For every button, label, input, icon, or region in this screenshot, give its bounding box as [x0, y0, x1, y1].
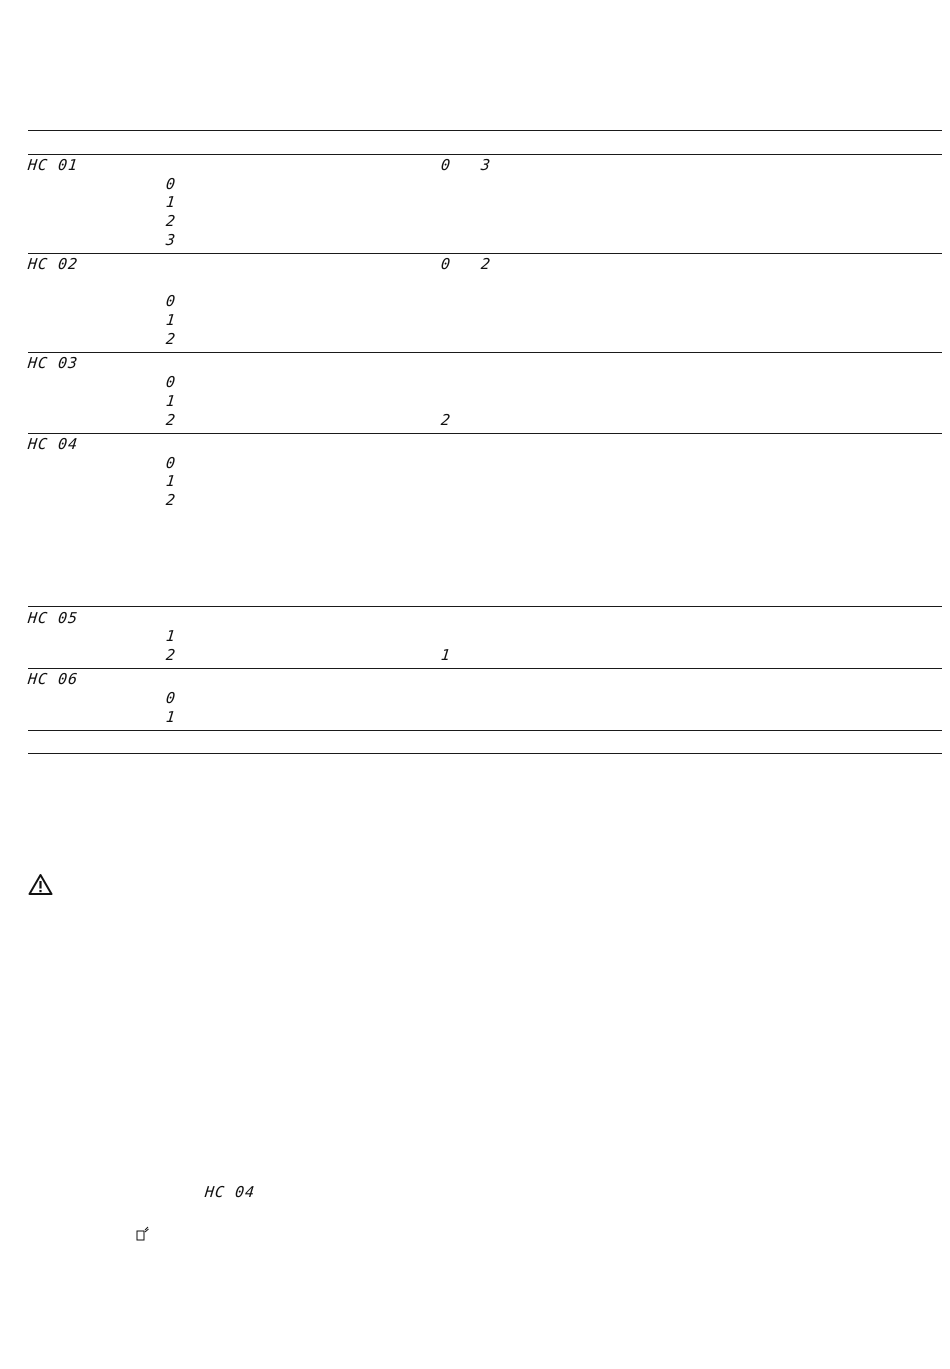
- option-value: 0: [165, 175, 178, 193]
- setting-code: HC 02: [27, 255, 80, 273]
- inline-setting-code: HC 04: [204, 1183, 257, 1201]
- option-value: 1: [165, 472, 178, 490]
- default-value: 1: [440, 646, 453, 664]
- option-value: 2: [165, 330, 178, 348]
- option-value: 2: [165, 646, 178, 664]
- option-value: 0: [165, 373, 178, 391]
- option-value: 0: [165, 292, 178, 310]
- row-divider: [28, 730, 942, 731]
- option-value: 1: [165, 627, 178, 645]
- door-open-icon: [136, 1226, 150, 1242]
- range-to: 2: [480, 255, 493, 273]
- setting-code: HC 05: [27, 609, 80, 627]
- option-value: 1: [165, 311, 178, 329]
- range-from: 0: [440, 255, 453, 273]
- table-bottom-rule: [28, 753, 942, 754]
- row-divider: [28, 668, 942, 669]
- option-value: 0: [165, 689, 178, 707]
- option-value: 1: [165, 708, 178, 726]
- option-value: 2: [165, 491, 178, 509]
- setting-code: HC 01: [27, 156, 80, 174]
- option-value: 3: [165, 231, 178, 249]
- setting-code: HC 04: [27, 435, 80, 453]
- row-divider: [28, 606, 942, 607]
- table-top-rule: [28, 130, 942, 131]
- range-to: 3: [480, 156, 493, 174]
- table-header-rule: [28, 154, 942, 155]
- default-value: 2: [440, 411, 453, 429]
- option-value: 2: [165, 411, 178, 429]
- row-divider: [28, 433, 942, 434]
- warning-triangle-icon: [28, 873, 53, 896]
- option-value: 1: [165, 392, 178, 410]
- row-divider: [28, 253, 942, 254]
- setting-code: HC 06: [27, 670, 80, 688]
- range-from: 0: [440, 156, 453, 174]
- option-value: 2: [165, 212, 178, 230]
- option-value: 0: [165, 454, 178, 472]
- setting-code: HC 03: [27, 354, 80, 372]
- row-divider: [28, 352, 942, 353]
- option-value: 1: [165, 193, 178, 211]
